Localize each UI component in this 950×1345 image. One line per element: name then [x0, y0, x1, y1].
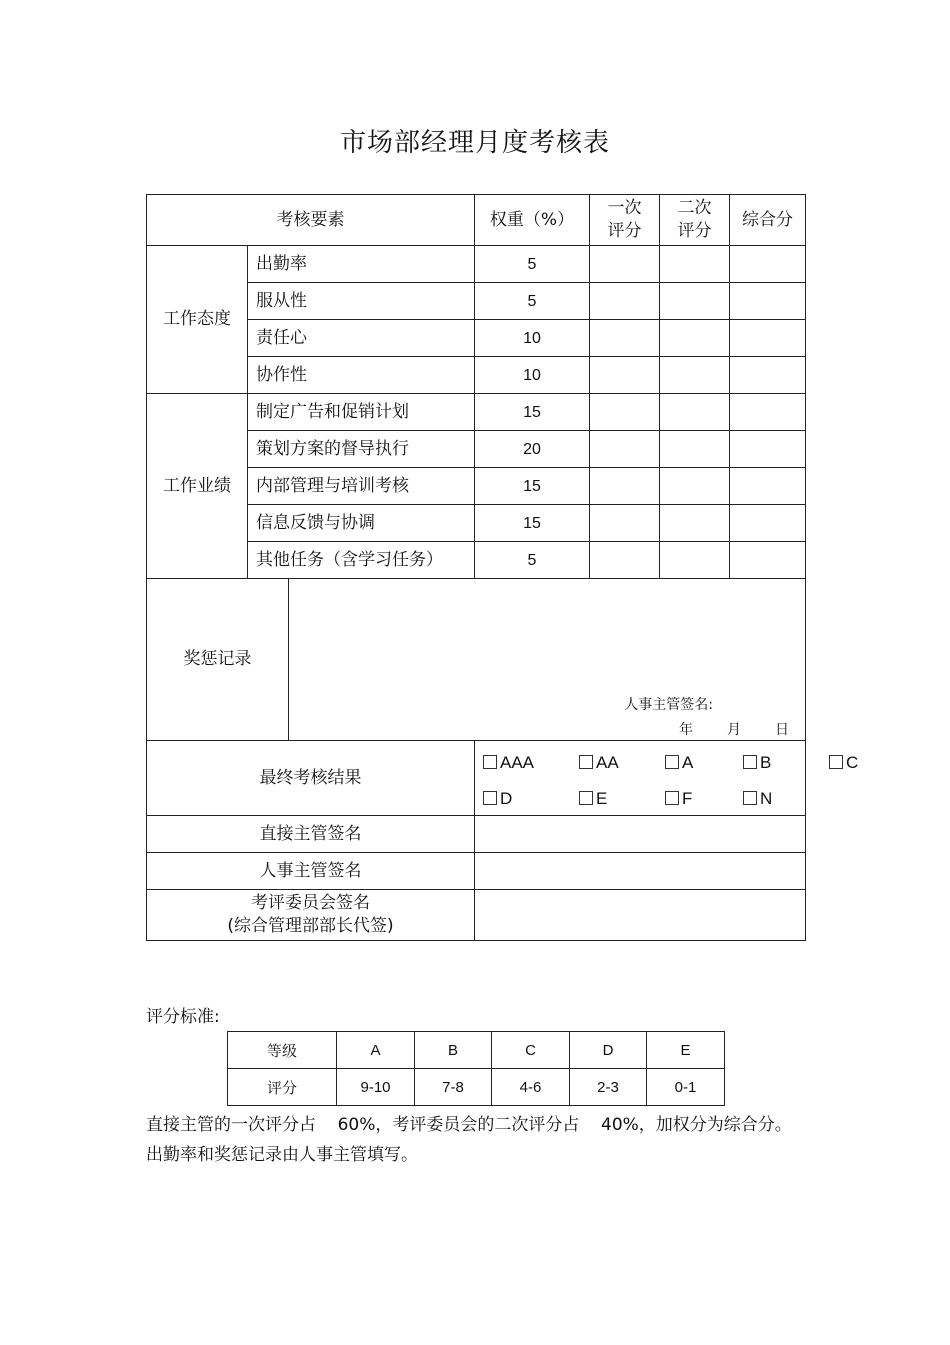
group-label: 工作业绩	[147, 394, 248, 579]
rewards-label: 奖惩记录	[147, 579, 289, 741]
hr-sign-field[interactable]	[475, 853, 806, 890]
total-score-cell[interactable]	[730, 394, 806, 431]
table-header-row	[147, 195, 806, 246]
page-title: 市场部经理月度考核表	[339, 128, 610, 158]
total-score-cell[interactable]	[730, 320, 806, 357]
final-result-row	[147, 741, 806, 816]
first-score-cell[interactable]	[590, 468, 660, 505]
hr-sign-caption: 人事主管签名:	[624, 697, 713, 713]
item-label: 服从性	[248, 283, 475, 320]
item-label: 其他任务（含学习任务）	[248, 542, 475, 579]
second-score-cell[interactable]	[660, 542, 730, 579]
first-score-cell[interactable]	[590, 320, 660, 357]
option-aaa-checkbox[interactable]: AAA	[483, 751, 534, 774]
grade-cell: B	[415, 1032, 492, 1069]
date-caption: 年 月 日	[679, 722, 789, 738]
rewards-row	[147, 579, 806, 741]
item-weight: 5	[475, 542, 590, 579]
first-score-cell[interactable]	[590, 542, 660, 579]
scoring-standard-label: 评分标准:	[146, 1007, 220, 1027]
item-label: 内部管理与培训考核	[248, 468, 475, 505]
grade-cell: C	[492, 1032, 570, 1069]
header-total: 综合分	[730, 195, 806, 246]
second-score-cell[interactable]	[660, 468, 730, 505]
item-label: 信息反馈与协调	[248, 505, 475, 542]
option-b-checkbox[interactable]: B	[743, 751, 771, 774]
first-score-cell[interactable]	[590, 246, 660, 283]
grade-cell: A	[337, 1032, 415, 1069]
option-aa-checkbox[interactable]: AA	[579, 751, 619, 774]
table-row	[147, 246, 806, 283]
note-weighting: 直接主管的一次评分占 60%，考评委员会的二次评分占 40%，加权分为综合分。	[146, 1115, 792, 1135]
second-score-cell[interactable]	[660, 246, 730, 283]
item-label: 出勤率	[248, 246, 475, 283]
scoring-standard-table	[227, 1031, 725, 1106]
total-score-cell[interactable]	[730, 468, 806, 505]
total-score-cell[interactable]	[730, 357, 806, 394]
header-weight: 权重（%）	[475, 195, 590, 246]
rewards-record-field[interactable]	[289, 579, 806, 741]
direct-sign-label: 直接主管签名	[147, 816, 475, 853]
total-score-cell[interactable]	[730, 283, 806, 320]
score-cell: 7-8	[415, 1069, 492, 1106]
option-f-checkbox[interactable]: F	[665, 787, 692, 810]
option-c-checkbox[interactable]: C	[829, 751, 858, 774]
score-cell: 9-10	[337, 1069, 415, 1106]
group-label: 工作态度	[147, 246, 248, 394]
item-weight: 15	[475, 505, 590, 542]
score-label: 评分	[228, 1069, 337, 1106]
total-score-cell[interactable]	[730, 246, 806, 283]
total-score-cell[interactable]	[730, 542, 806, 579]
second-score-cell[interactable]	[660, 320, 730, 357]
direct-sign-field[interactable]	[475, 816, 806, 853]
option-e-checkbox[interactable]: E	[579, 787, 607, 810]
option-n-checkbox[interactable]: N	[743, 787, 772, 810]
grade-cell: E	[647, 1032, 725, 1069]
total-score-cell[interactable]	[730, 505, 806, 542]
note-attendance: 出勤率和奖惩记录由人事主管填写。	[146, 1145, 418, 1165]
second-score-cell[interactable]	[660, 357, 730, 394]
hr-sign-label: 人事主管签名	[147, 853, 475, 890]
item-label: 责任心	[248, 320, 475, 357]
first-score-cell[interactable]	[590, 505, 660, 542]
item-weight: 10	[475, 320, 590, 357]
committee-sign-label: 考评委员会签名 (综合管理部部长代签)	[147, 890, 475, 941]
first-score-cell[interactable]	[590, 431, 660, 468]
item-weight: 5	[475, 283, 590, 320]
option-d-checkbox[interactable]: D	[483, 787, 512, 810]
item-weight: 15	[475, 468, 590, 505]
item-weight: 10	[475, 357, 590, 394]
second-score-cell[interactable]	[660, 431, 730, 468]
second-score-cell[interactable]	[660, 283, 730, 320]
option-a-checkbox[interactable]: A	[665, 751, 693, 774]
item-label: 制定广告和促销计划	[248, 394, 475, 431]
total-score-cell[interactable]	[730, 431, 806, 468]
item-label: 策划方案的督导执行	[248, 431, 475, 468]
table-row	[147, 394, 806, 431]
final-result-options	[475, 741, 859, 816]
item-weight: 20	[475, 431, 590, 468]
grade-cell: D	[570, 1032, 647, 1069]
header-second-score: 二次 评分	[660, 195, 730, 246]
direct-sign-row	[147, 816, 806, 853]
second-score-cell[interactable]	[660, 394, 730, 431]
score-cell: 4-6	[492, 1069, 570, 1106]
committee-sign-row	[147, 890, 806, 941]
committee-sign-field[interactable]	[475, 890, 806, 941]
header-first-score: 一次 评分	[590, 195, 660, 246]
score-row	[228, 1069, 725, 1106]
score-cell: 0-1	[647, 1069, 725, 1106]
first-score-cell[interactable]	[590, 394, 660, 431]
hr-sign-row	[147, 853, 806, 890]
header-element: 考核要素	[147, 195, 475, 246]
first-score-cell[interactable]	[590, 283, 660, 320]
item-weight: 15	[475, 394, 590, 431]
score-cell: 2-3	[570, 1069, 647, 1106]
first-score-cell[interactable]	[590, 357, 660, 394]
grade-row	[228, 1032, 725, 1069]
second-score-cell[interactable]	[660, 505, 730, 542]
final-result-label: 最终考核结果	[147, 741, 475, 816]
assessment-table	[146, 194, 859, 941]
grade-label: 等级	[228, 1032, 337, 1069]
item-label: 协作性	[248, 357, 475, 394]
item-weight: 5	[475, 246, 590, 283]
